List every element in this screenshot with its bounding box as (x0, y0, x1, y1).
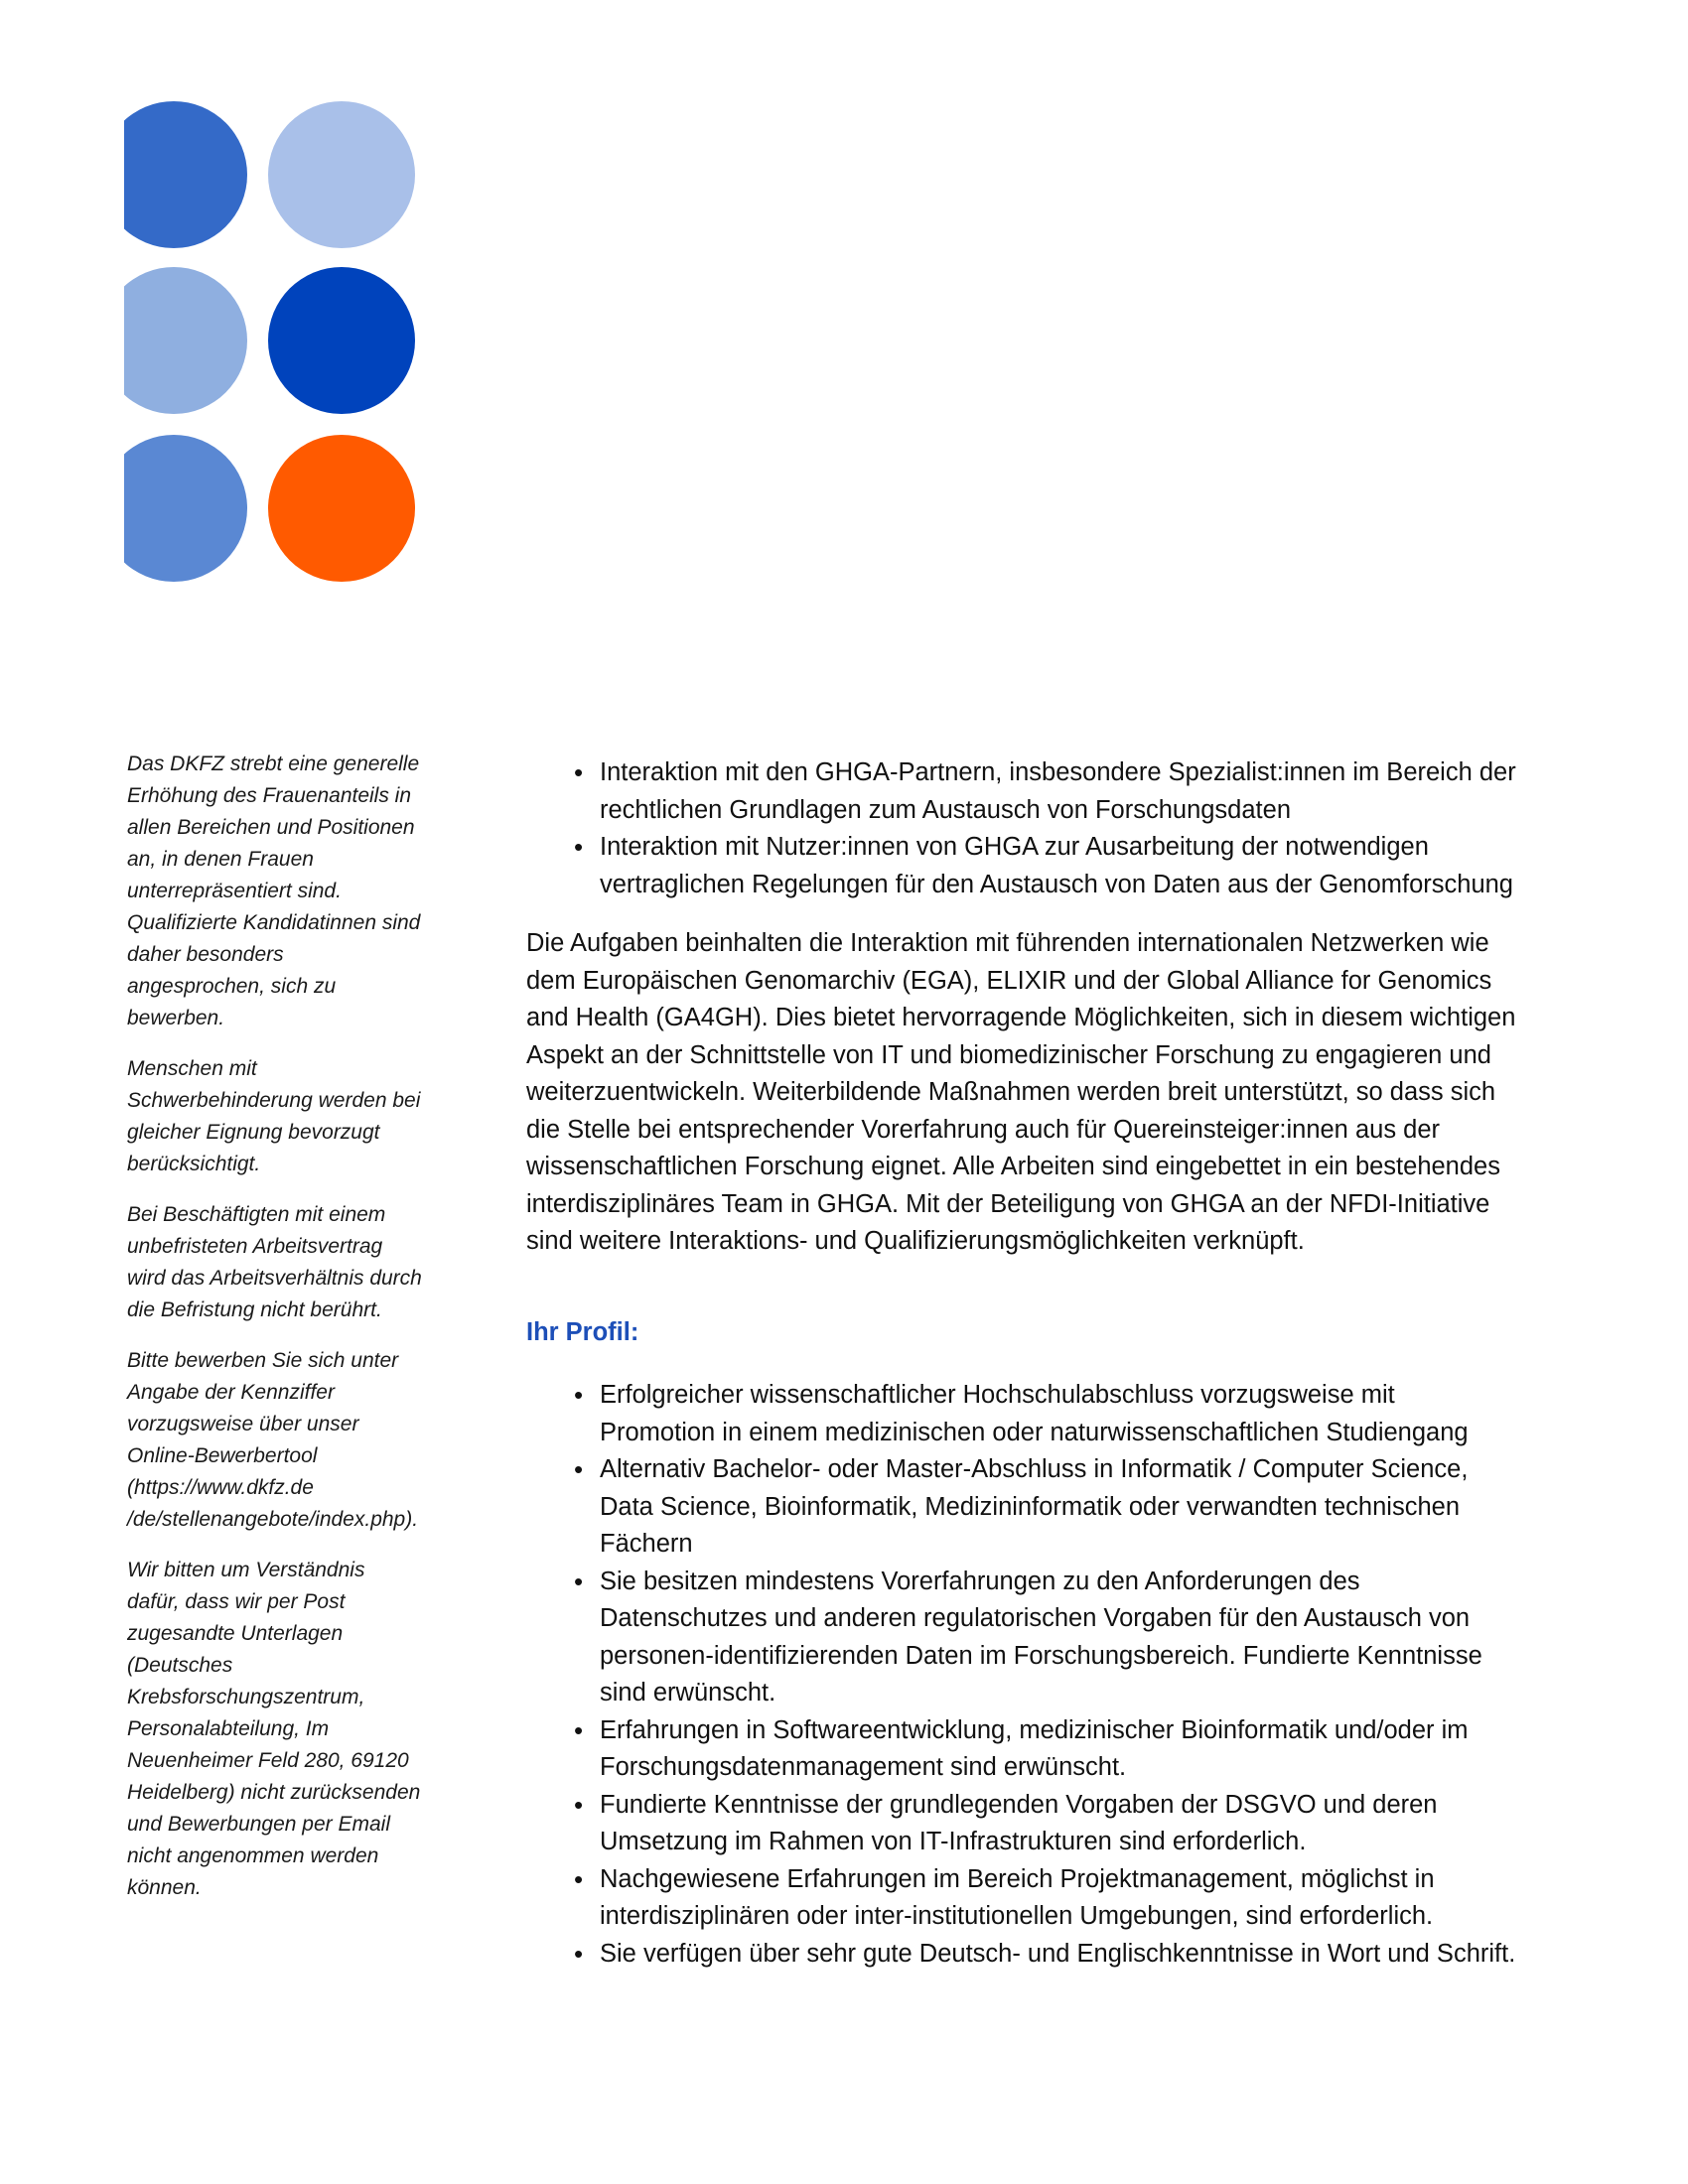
note-line: die Befristung nicht berührt. (127, 1298, 382, 1321)
note-line: können. (127, 1876, 202, 1899)
note-line: Qualifizierte Kandidatinnen sind (127, 911, 421, 934)
note-line: Personalabteilung, Im (127, 1717, 330, 1740)
list-item (574, 1861, 1564, 1936)
note-disability (127, 1053, 455, 1180)
note-line: Menschen mit (127, 1057, 257, 1080)
logo-dot-5 (100, 435, 247, 582)
note-line: Das DKFZ strebt eine generelle (127, 752, 420, 775)
note-line: dafür, dass wir per Post (127, 1590, 346, 1613)
list-item-line: • Alternativ Bachelor- oder Master-Abschluss in Informatik / Computer Science, (600, 1455, 1469, 1483)
note-line: allen Bereichen und Positionen (127, 816, 415, 839)
list-item-line: rechtlichen Grundlagen zum Austausch von Forschungsdaten (600, 795, 1291, 824)
application-url-line: /de/stellenangebote/index.php). (127, 1508, 419, 1531)
note-line: bewerben. (127, 1007, 225, 1029)
list-item-line: • Fundierte Kenntnisse der grundlegenden Vorgaben der DSGVO und deren (600, 1790, 1438, 1819)
note-line: Neuenheimer Feld 280, 69120 (127, 1749, 409, 1772)
paragraph-line: interdisziplinäres Team in GHGA. Mit der Beteiligung von GHGA an der NFDI-Initiative (526, 1189, 1490, 1218)
list-item (574, 1564, 1564, 1712)
list-item-line: • Interaktion mit Nutzer:innen von GHGA zur Ausarbeitung der notwendigen (600, 833, 1429, 861)
list-item-line: • Interaktion mit den GHGA-Partnern, insbesondere Spezialist:innen im Bereich der (600, 758, 1516, 786)
note-line: Heidelberg) nicht zurücksenden (127, 1781, 421, 1804)
note-line: unbefristeten Arbeitsvertrag (127, 1235, 383, 1258)
paragraph-line: die Stelle bei entsprechender Vorerfahrung auch für Quereinsteiger:innen aus der (526, 1115, 1441, 1144)
tasks-description-paragraph (526, 925, 1564, 1261)
note-line: Bitte bewerben Sie sich unter (127, 1349, 399, 1372)
note-line: Online-Bewerbertool (127, 1444, 318, 1467)
list-item-line: personen-identifizierenden Daten im Forschungsbereich. Fundierte Kenntnisse (600, 1641, 1482, 1670)
note-line: (Deutsches (127, 1654, 233, 1677)
logo-dot-1 (100, 101, 247, 248)
note-equal-opportunity (127, 749, 455, 1034)
note-line: gleicher Eignung bevorzugt (127, 1121, 380, 1144)
paragraph-line: weiterzuentwickeln. Weiterbildende Maßnahmen werden breit unterstützt, so dass sich (526, 1078, 1496, 1106)
list-item-line: • Sie verfügen über sehr gute Deutsch- und Englischkenntnisse in Wort und Schrift. (600, 1939, 1516, 1968)
list-item (574, 1377, 1564, 1451)
list-item (574, 829, 1564, 903)
list-item (574, 1451, 1564, 1564)
list-item-line: interdisziplinären oder inter-institutionellen Umgebungen, sind erforderlich. (600, 1902, 1434, 1930)
logo-dot-4 (268, 267, 415, 414)
profile-list (526, 1377, 1564, 1973)
note-line: und Bewerbungen per Email (127, 1813, 391, 1836)
list-item (574, 1787, 1564, 1861)
list-item-line: Datenschutzes und anderen regulatorischen Vorgaben für den Austausch von (600, 1604, 1471, 1632)
note-line: vorzugsweise über unser (127, 1413, 359, 1435)
list-item-line: sind erwünscht. (600, 1679, 776, 1706)
list-item-line: vertraglichen Regelungen für den Austausch von Daten aus der Genomforschung (600, 870, 1513, 898)
note-contract (127, 1199, 455, 1326)
note-line: an, in denen Frauen (127, 848, 314, 871)
application-url-line: (https://www.dkfz.de (127, 1476, 314, 1499)
note-line: Schwerbehinderung werden bei (127, 1089, 421, 1112)
note-postal-documents (127, 1555, 455, 1904)
list-item (574, 1712, 1564, 1787)
logo-dot-6 (268, 435, 415, 582)
note-line: zugesandte Unterlagen (127, 1622, 344, 1645)
logo-dot-3 (100, 267, 247, 414)
note-line: nicht angenommen werden (127, 1844, 379, 1867)
list-item-line: Fächern (600, 1530, 693, 1558)
list-item-line: • Erfolgreicher wissenschaftlicher Hochschulabschluss vorzugsweise mit (600, 1381, 1395, 1409)
list-item-line: Promotion in einem medizinischen oder naturwissenschaftlichen Studiengang (600, 1418, 1469, 1446)
note-line: Erhöhung des Frauenanteils in (127, 784, 412, 807)
note-line: Angabe der Kennziffer (127, 1381, 335, 1404)
note-line: Bei Beschäftigten mit einem (127, 1203, 386, 1226)
note-line: Wir bitten um Verständnis (127, 1559, 365, 1581)
note-line: Krebsforschungszentrum, (127, 1686, 365, 1708)
paragraph-line: and Health (GA4GH). Dies bietet hervorragende Möglichkeiten, sich in diesem wichtigen (526, 1004, 1516, 1031)
list-item-line: • Nachgewiesene Erfahrungen im Bereich Projektmanagement, möglichst in (600, 1864, 1435, 1893)
note-apply (127, 1345, 455, 1536)
list-item-line: Umsetzung im Rahmen von IT-Infrastrukturen sind erforderlich. (600, 1828, 1307, 1855)
profile-heading: Ihr Profil: (526, 1317, 639, 1346)
paragraph-line: Aspekt an der Schnittstelle von IT und biomedizinischer Forschung zu engagieren und (526, 1040, 1491, 1069)
list-item-line: • Erfahrungen in Softwareentwicklung, medizinischer Bioinformatik und/oder im (600, 1715, 1469, 1744)
logo-dot-2 (268, 101, 415, 248)
job-description (526, 754, 1564, 1973)
paragraph-line: sind weitere Interaktions- und Qualifizierungsmöglichkeiten verknüpft. (526, 1227, 1305, 1255)
sidebar-notes (127, 749, 455, 1923)
list-item-line: Data Science, Bioinformatik, Medizininformatik oder verwandten technischen (600, 1492, 1461, 1521)
note-line: daher besonders (127, 943, 284, 966)
note-line: berücksichtigt. (127, 1153, 261, 1175)
note-line: angesprochen, sich zu (127, 975, 337, 998)
list-item (574, 1936, 1564, 1974)
list-item-line: • Sie besitzen mindestens Vorerfahrungen zu den Anforderungen des (600, 1567, 1360, 1595)
list-item (574, 754, 1564, 829)
paragraph-line: dem Europäischen Genomarchiv (EGA), ELIXIR und der Global Alliance for Genomics (526, 966, 1492, 995)
note-line: wird das Arbeitsverhältnis durch (127, 1267, 422, 1290)
paragraph-line: wissenschaftlichen Forschung eignet. Alle Arbeiten sind eingebettet in ein bestehendes (526, 1153, 1500, 1180)
task-list (526, 754, 1564, 903)
list-item-line: Forschungsdatenmanagement sind erwünscht. (600, 1753, 1127, 1781)
paragraph-line: Die Aufgaben beinhalten die Interaktion mit führenden internationalen Netzwerken wie (526, 929, 1489, 957)
note-line: unterrepräsentiert sind. (127, 880, 342, 902)
